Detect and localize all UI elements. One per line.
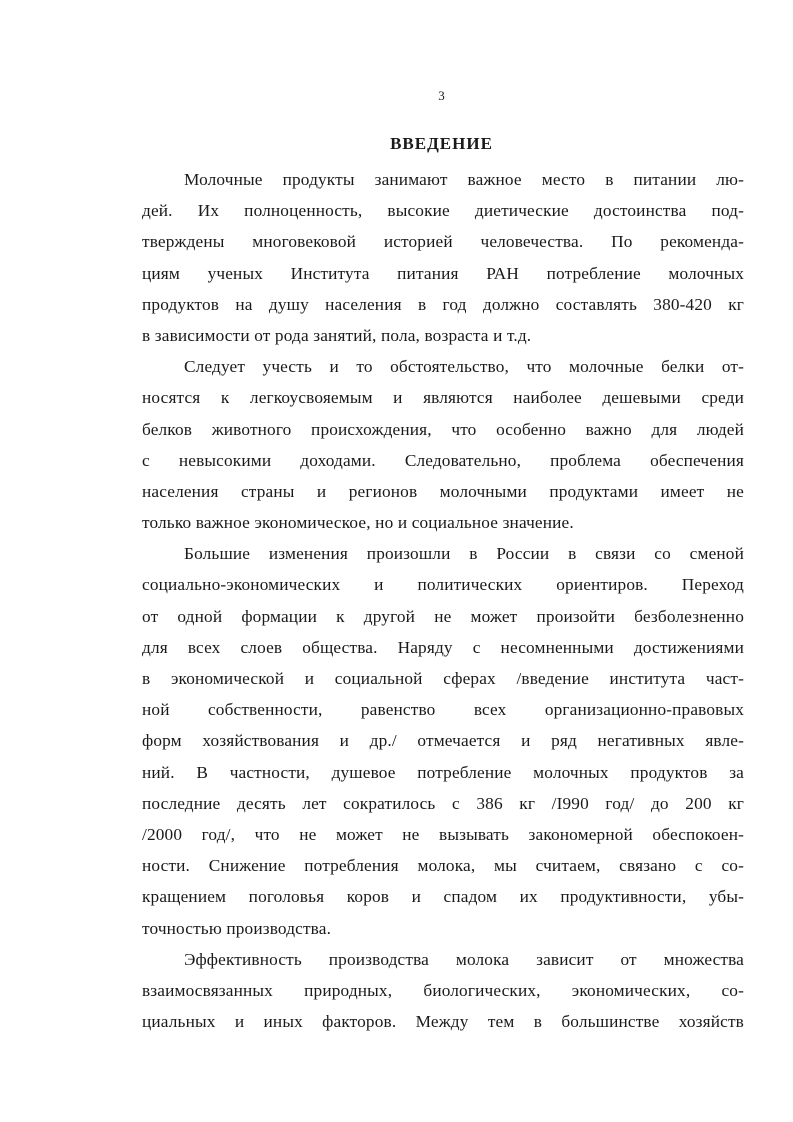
text-line: ности. Снижение потребления молока, мы считаем, связано с со- <box>142 856 744 876</box>
text-line: дей. Их полноценность, высокие диетические достоинства под- <box>142 201 744 221</box>
text-line: населения страны и регионов молочными продуктами имеет не <box>142 481 744 501</box>
text-line: циальных и иных факторов. Между тем в большинстве хозяйств <box>142 1012 744 1032</box>
text-line: последние десять лет сократилось с 386 кг /I990 год/ до 200 кг <box>142 793 744 813</box>
text-line: только важное экономическое, но и социальное значение. <box>142 513 574 533</box>
text-line: продуктов на душу населения в год должно составлять 380-420 кг <box>142 294 744 314</box>
paragraph-3 <box>142 538 744 943</box>
text-line: Большие изменения произошли в России в связи со сменой <box>184 544 744 564</box>
text-line: тверждены многовековой историей человечества. По рекоменда- <box>142 232 744 252</box>
paragraph-1 <box>142 164 744 351</box>
text-line: ний. В частности, душевое потребление молочных продуктов за <box>142 762 744 782</box>
paragraph-4 <box>142 944 744 1038</box>
text-line: точностью производства. <box>142 918 332 938</box>
text-line: для всех слоев общества. Наряду с несомненными достижениями <box>142 637 744 657</box>
text-line: форм хозяйствования и др./ отмечается и ряд негативных явле- <box>142 731 744 751</box>
text-line: в экономической и социальной сферах /введение института част- <box>142 669 744 688</box>
text-line: в зависимости от рода занятий, пола, возраста и т.д. <box>142 325 532 345</box>
text-line: циям ученых Института питания РАН потребление молочных <box>142 263 744 283</box>
text-line: Следует учесть и то обстоятельство, что молочные белки от- <box>184 357 744 377</box>
page-number: 3 <box>438 88 445 103</box>
text-line: ной собственности, равенство всех организационно-правовых <box>142 700 744 720</box>
text-line: носятся к легкоусвояемым и являются наиболее дешевыми среди <box>142 388 744 408</box>
page-title: ВВЕДЕНИЕ <box>390 134 493 153</box>
text-line: Молочные продукты занимают важное место в питании лю- <box>184 170 744 189</box>
text-line: белков животного происхождения, что особенно важно для людей <box>142 419 744 439</box>
body-text <box>142 164 744 1037</box>
text-line: социально-экономических и политических ориентиров. Переход <box>142 575 744 595</box>
text-line: с невысокими доходами. Следовательно, проблема обеспечения <box>142 450 744 470</box>
text-line: /2000 год/, что не может не вызывать закономерной обеспокоен- <box>142 824 744 844</box>
text-line: от одной формации к другой не может произойти безболезненно <box>142 606 744 626</box>
paragraph-2 <box>142 351 744 538</box>
text-line: Эффективность производства молока зависит от множества <box>184 949 744 969</box>
text-line: кращением поголовья коров и спадом их продуктивности, убы- <box>142 887 744 907</box>
text-line: взаимосвязанных природных, биологических, экономических, со- <box>142 980 744 1000</box>
